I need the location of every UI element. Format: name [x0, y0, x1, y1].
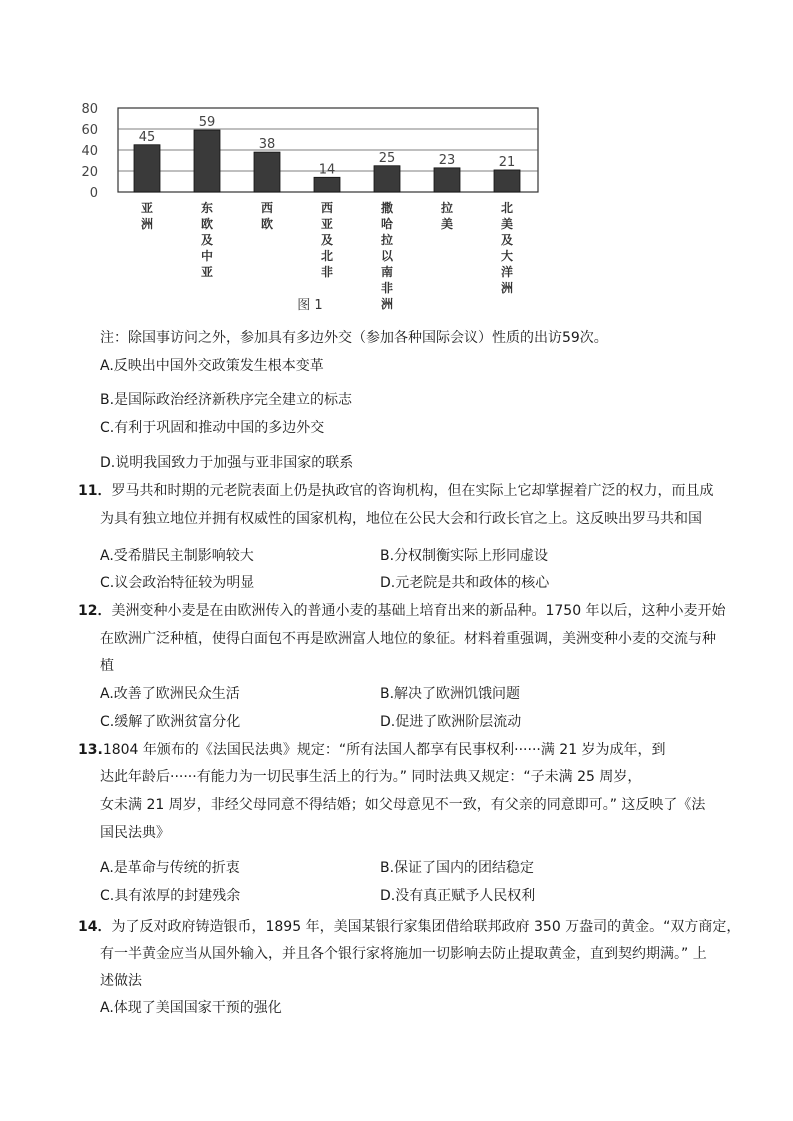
q13-option-d: D.没有真正赋予人民权利 [380, 888, 536, 904]
x-category-label-char: 及 [200, 233, 214, 247]
bar [254, 152, 280, 192]
x-category-label-char: 洲 [500, 281, 514, 295]
x-category-label-char: 及 [320, 233, 334, 247]
x-category-label-char: 东 [200, 201, 214, 215]
bar [494, 170, 520, 192]
q12-option-d: D.促进了欧洲阶层流动 [380, 714, 522, 730]
question-text-line: 在欧洲广泛种植，使得白面包不再是欧洲富人地位的象征。材料着重强调，美洲变种小麦的交流与种 [100, 631, 716, 647]
question-text-line: 美洲变种小麦是在由欧洲传入的普通小麦的基础上培育出来的新品种。1750 年以后，这种小麦开始 [111, 603, 726, 619]
x-category-label-char: 欧 [200, 217, 214, 231]
question-text-line: 罗马共和时期的元老院表面上仍是执政官的咨询机构，但在实际上它却掌握着广泛的权力，而且成 [111, 483, 714, 499]
bar-value-label: 23 [438, 152, 456, 168]
question-13 [78, 740, 666, 760]
bar-value-label: 45 [138, 129, 156, 145]
x-category-label-char: 欧 [260, 217, 274, 231]
question-text-line: 1804 年颁布的《法国民法典》规定：“所有法国人都享有民事权利······满 21 岁为成年，到 [102, 742, 666, 758]
x-category-label-char: 北 [500, 201, 514, 215]
bar-value-label: 25 [378, 150, 396, 166]
bar-value-label: 21 [498, 154, 516, 170]
x-category-label-char: 洋 [500, 265, 514, 279]
x-category-label-char: 撒 [380, 201, 394, 215]
q13-option-a: A.是革命与传统的折衷 [100, 860, 240, 876]
bar-value-label: 59 [198, 115, 216, 131]
x-category-label-char: 美 [500, 217, 514, 231]
question-number: 14． [78, 919, 112, 935]
question-text-line: 达此年龄后······有能力为一切民事生活上的行为。” 同时法典又规定：“子未满 25 周岁， [100, 769, 642, 785]
question-text-line: 植 [100, 658, 114, 674]
question-text-line: 述做法 [100, 973, 142, 989]
y-tick-label: 40 [81, 144, 98, 159]
bar [374, 166, 400, 192]
y-tick-label: 20 [81, 165, 98, 180]
x-category-label-char: 洲 [140, 217, 154, 231]
q11-option-b: B.分权制衡实际上形同虚设 [380, 548, 549, 564]
question-text-line: 女未满 21 周岁，非经父母同意不得结婚；如父母意见不一致，有父亲的同意即可。” 这反映了《法 [100, 797, 706, 813]
x-category-label-char: 拉 [440, 201, 454, 215]
x-category-label-char: 西 [320, 201, 334, 215]
q10-option-d: D.说明我国致力于加强与亚非国家的联系 [100, 455, 354, 471]
q10-option-c: C.有利于巩固和推动中国的多边外交 [100, 420, 325, 436]
q10-option-a: A.反映出中国外交政策发生根本变革 [100, 358, 324, 374]
x-category-label-char: 中 [200, 249, 214, 263]
x-category-label-char: 西 [260, 201, 274, 215]
x-category-label-char: 非 [380, 281, 394, 295]
question-11 [78, 481, 713, 501]
q11-option-a: A.受希腊民主制影响较大 [100, 548, 254, 564]
x-category-label-char: 洲 [380, 297, 394, 311]
bar-value-label: 38 [258, 137, 276, 153]
q13-option-b: B.保证了国内的团结稳定 [380, 860, 535, 876]
x-category-label-char: 美 [440, 217, 454, 231]
y-tick-label: 80 [81, 102, 98, 117]
q13-option-c: C.具有浓厚的封建残余 [100, 888, 241, 904]
question-number: 12． [78, 603, 112, 619]
x-category-label-char: 以 [380, 249, 394, 263]
question-14 [78, 917, 740, 937]
bar-chart [78, 96, 558, 321]
x-category-label-char: 及 [500, 233, 514, 247]
x-category-label-char: 拉 [380, 233, 394, 247]
figure-caption: 图 1 [297, 298, 323, 313]
bar-value-label: 14 [318, 162, 336, 178]
question-text-line: 为了反对政府铸造银币，1895 年，美国某银行家集团借给联邦政府 350 万盎司的黄金。“双方商定， [111, 919, 741, 935]
x-category-label-char: 亚 [320, 217, 334, 231]
q12-option-a: A.改善了欧洲民众生活 [100, 686, 240, 702]
x-category-label-char: 亚 [140, 201, 154, 215]
x-category-label-char: 北 [320, 249, 334, 263]
bar [194, 130, 220, 192]
x-category-label-char: 大 [500, 249, 514, 263]
bar [314, 177, 340, 192]
q11-option-d: D.元老院是共和政体的核心 [380, 575, 550, 591]
y-tick-label: 0 [89, 186, 98, 201]
q12-option-b: B.解决了欧洲饥饿问题 [380, 686, 521, 702]
question-text-line: 国民法典》 [100, 825, 170, 841]
x-category-label-char: 南 [380, 265, 394, 279]
x-category-label-char: 哈 [380, 217, 394, 231]
chart-note: 注：除国事访问之外，参加具有多边外交（参加各种国际会议）性质的出访59次。 [100, 330, 608, 346]
bar [134, 145, 160, 192]
question-number: 13. [78, 742, 103, 758]
q10-option-b: B.是国际政治经济新秩序完全建立的标志 [100, 392, 353, 408]
bar [434, 168, 460, 192]
x-category-label-char: 非 [320, 265, 334, 279]
question-text-line: 为具有独立地位并拥有权威性的国家机构，地位在公民大会和行政长官之上。这反映出罗马共和国 [100, 511, 702, 527]
y-tick-label: 60 [81, 123, 98, 138]
q11-option-c: C.议会政治特征较为明显 [100, 575, 255, 591]
bar-chart-svg [78, 96, 558, 321]
question-12 [78, 601, 726, 621]
q14-option-a: A.体现了美国国家干预的强化 [100, 1000, 282, 1016]
question-number: 11． [78, 483, 112, 499]
q12-option-c: C.缓解了欧洲贫富分化 [100, 714, 241, 730]
x-category-label-char: 亚 [200, 265, 214, 279]
question-text-line: 有一半黄金应当从国外输入，并且各个银行家将施加一切影响去防止提取黄金，直到契约期满。” 上 [100, 946, 707, 962]
